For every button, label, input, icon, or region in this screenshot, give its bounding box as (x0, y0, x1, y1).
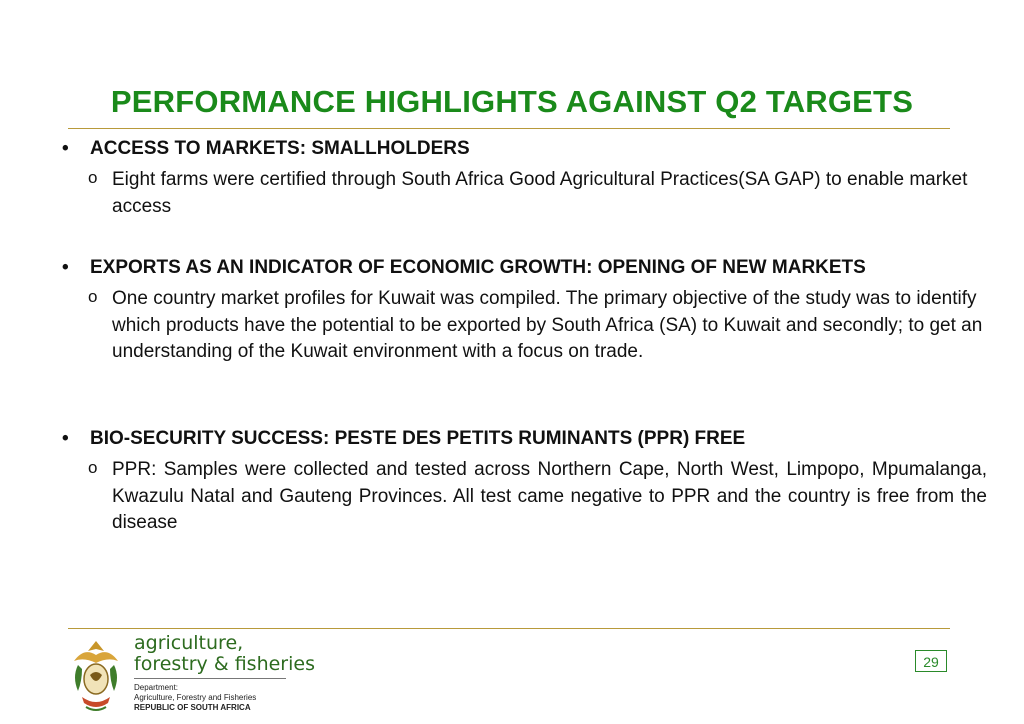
sub-point (88, 167, 987, 220)
title-divider (68, 128, 950, 129)
page-number: 29 (915, 650, 947, 672)
section-access-to-markets (62, 137, 987, 220)
sub-bullet-icon: o (88, 287, 98, 306)
heading-text: BIO-SECURITY SUCCESS: PESTE DES PETITS RUMINANTS (PPR) FREE (90, 428, 746, 449)
department-line-3: REPUBLIC OF SOUTH AFRICA (134, 703, 251, 712)
sub-bullet-icon: o (88, 168, 98, 187)
brand-divider (134, 678, 286, 679)
section-bio-security (62, 427, 987, 537)
department-line-1: Department: (134, 683, 179, 692)
footer-divider (68, 628, 950, 629)
coat-of-arms-logo (68, 637, 124, 715)
section-heading (62, 427, 987, 451)
section-heading (62, 256, 987, 280)
slide-title: PERFORMANCE HIGHLIGHTS AGAINST Q2 TARGETS (110, 84, 914, 119)
bullet-icon: • (62, 428, 69, 449)
bullet-icon: • (62, 138, 69, 159)
department-label (134, 683, 256, 713)
section-heading (62, 137, 987, 161)
sub-point-text: Eight farms were certified through South Africa Good Agricultural Practices(SA GAP) to enable market access (112, 169, 968, 217)
sub-point-text: One country market profiles for Kuwait was compiled. The primary objective of the study was to identify which products have the potential to be exported by South Africa (SA) to Kuwait and secondly; to get an understanding of the Kuwait environment with a focus on trade. (112, 288, 983, 362)
sub-point (88, 286, 987, 366)
heading-text: EXPORTS AS AN INDICATOR OF ECONOMIC GROWTH: OPENING OF NEW MARKETS (90, 257, 866, 278)
department-line-2: Agriculture, Forestry and Fisheries (134, 693, 257, 702)
section-exports (62, 256, 987, 366)
bullet-icon: • (62, 257, 69, 278)
brand-line-1: agriculture, (134, 632, 244, 654)
sub-point-text: PPR: Samples were collected and tested across Northern Cape, North West, Limpopo, Mpumalanga, Kwazulu Natal and Gauteng Provinces. All test came negative to PPR and the country is free from the disease (112, 459, 987, 533)
brand-line-2: forestry & fisheries (134, 653, 315, 675)
brand-name (134, 633, 315, 675)
sub-bullet-icon: o (88, 458, 98, 477)
heading-text: ACCESS TO MARKETS: SMALLHOLDERS (90, 138, 470, 159)
sub-point (88, 457, 987, 537)
